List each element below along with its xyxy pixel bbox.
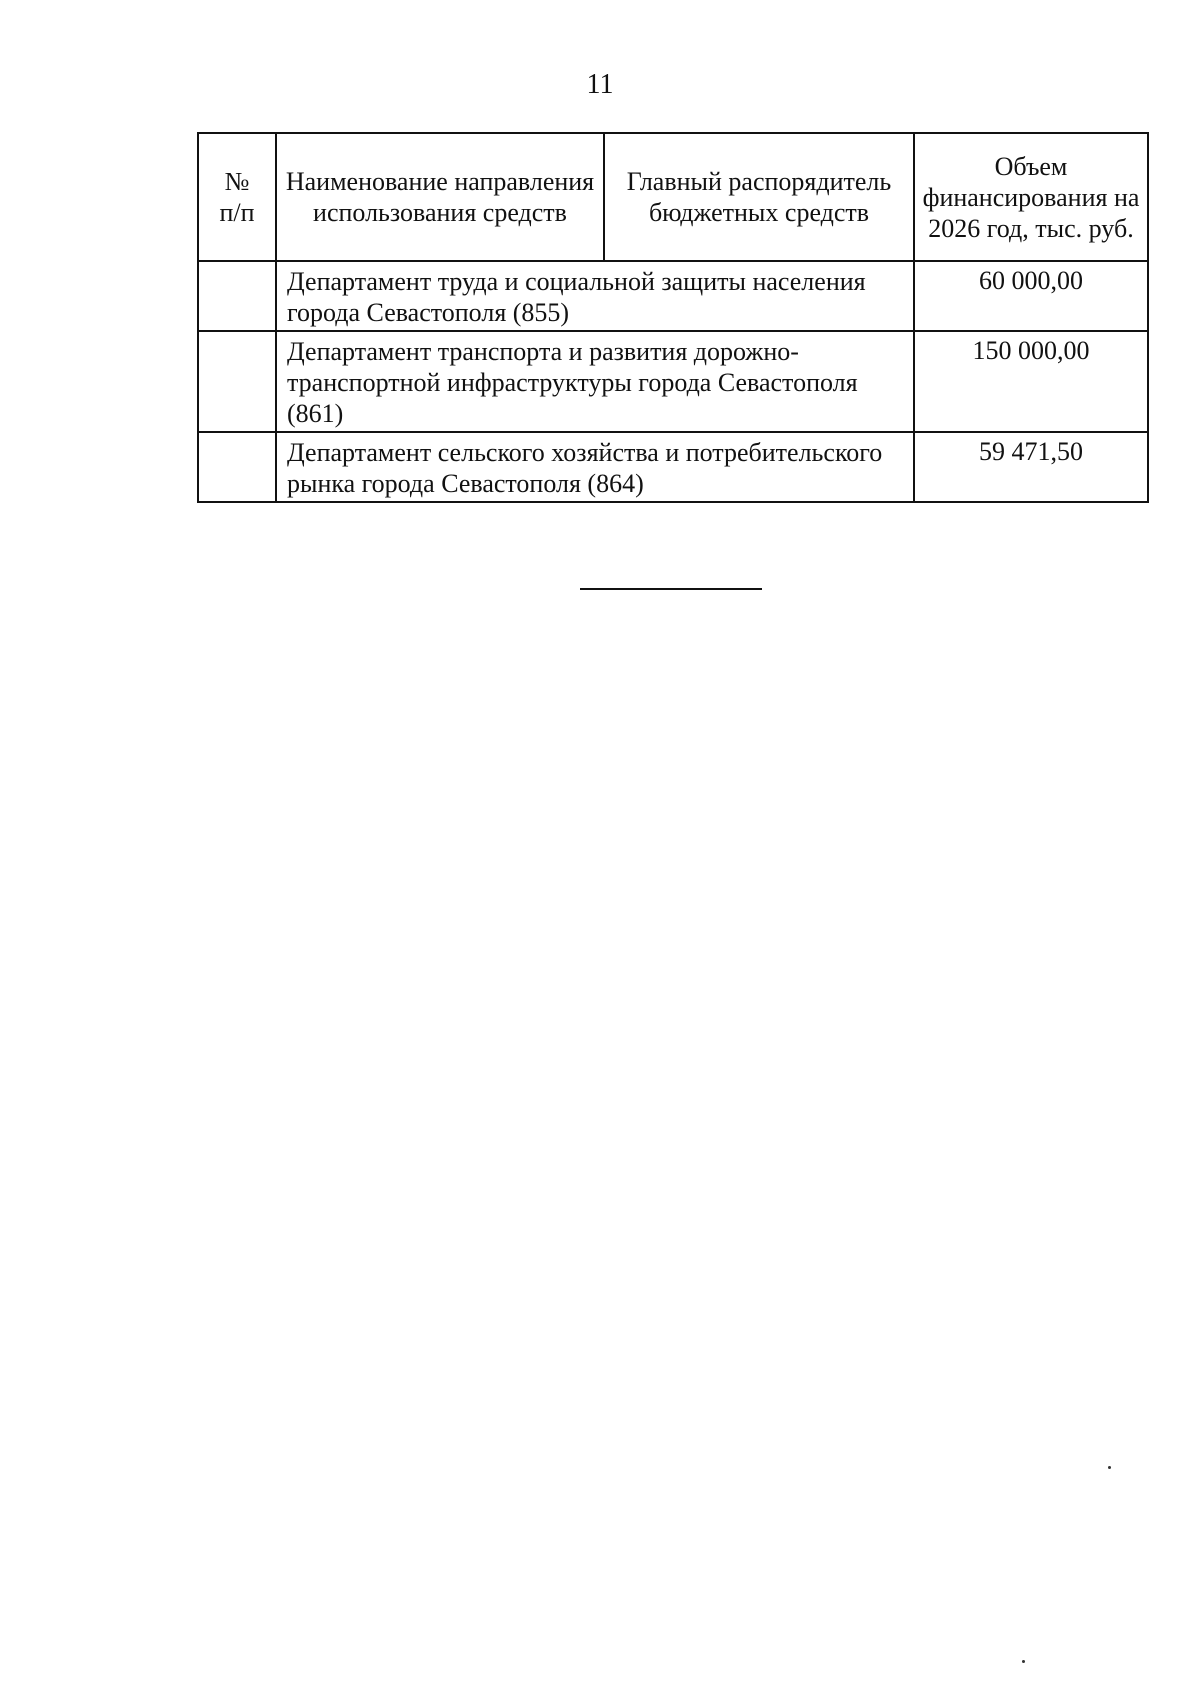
header-number: № п/п	[198, 133, 276, 261]
header-direction: Наименование направления использования средств	[276, 133, 604, 261]
amount-cell: 60 000,00	[914, 261, 1148, 331]
end-separator-line	[580, 588, 762, 590]
scan-speck	[1022, 1660, 1025, 1663]
department-cell: Департамент труда и социальной защиты населения города Севастополя (855)	[276, 261, 914, 331]
department-cell: Департамент сельского хозяйства и потребительского рынка города Севастополя (864)	[276, 432, 914, 502]
table-row	[198, 432, 1148, 502]
row-number-cell	[198, 331, 276, 432]
page-number: 11	[586, 69, 614, 100]
table-row	[198, 331, 1148, 432]
scan-speck	[1108, 1466, 1111, 1469]
table-header-row	[198, 133, 1148, 261]
header-manager: Главный распорядитель бюджетных средств	[604, 133, 914, 261]
row-number-cell	[198, 432, 276, 502]
funding-table	[197, 132, 1149, 503]
table-row	[198, 261, 1148, 331]
amount-cell: 150 000,00	[914, 331, 1148, 432]
department-cell: Департамент транспорта и развития дорожно-транспортной инфраструктуры города Севастополя (861)	[276, 331, 914, 432]
row-number-cell	[198, 261, 276, 331]
amount-cell: 59 471,50	[914, 432, 1148, 502]
header-volume: Объем финансирования на 2026 год, тыс. руб.	[914, 133, 1148, 261]
